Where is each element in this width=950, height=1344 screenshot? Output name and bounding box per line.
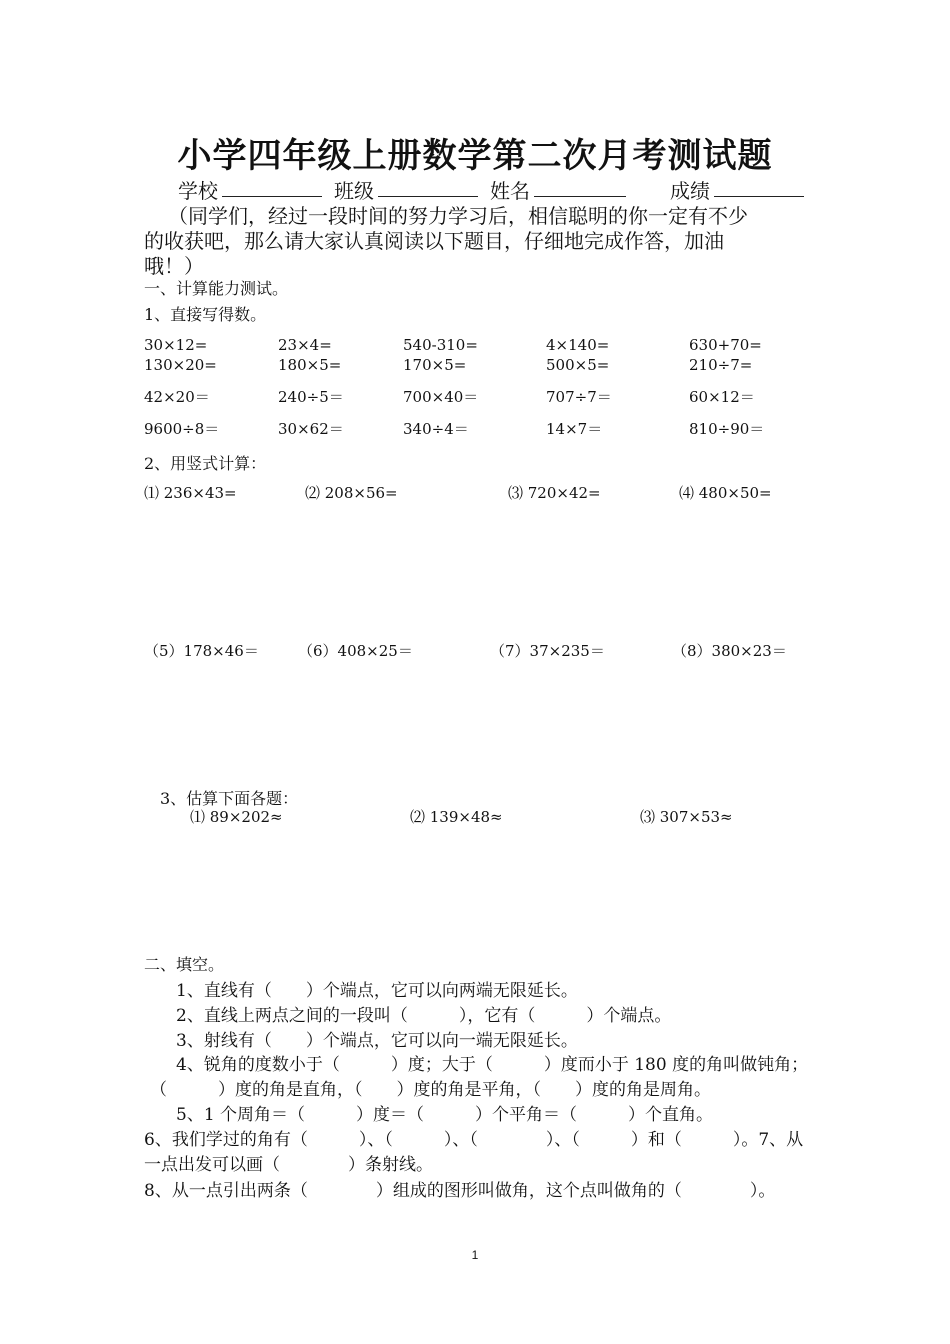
vertical-problem: ⑷ 480×50= [679,484,772,502]
problem: 500×5= [546,356,610,374]
intro-line: 哦！） [144,254,204,278]
estimate-problem: ⑴ 89×202≈ [190,808,283,826]
name-blank[interactable] [534,176,626,197]
vertical-problem: ⑶ 720×42= [508,484,601,502]
problem: 170×5= [403,356,467,374]
problem: 9600÷8＝ [144,420,220,438]
vertical-problem: （6）408×25＝ [298,642,413,660]
estimate-problem: ⑵ 139×48≈ [410,808,503,826]
q3-heading: 3、估算下面各题： [160,789,299,808]
fill-line: （ ）度的角是直角，（ ）度的角是平角，（ ）度的角是周角。 [150,1080,711,1100]
score-blank[interactable] [714,176,804,197]
problem: 30×62＝ [278,420,344,438]
vertical-problem: （7）37×235＝ [490,642,605,660]
fill-line: 2、直线上两点之间的一段叫（ ），它有（ ）个端点。 [176,1006,672,1026]
problem: 810÷90＝ [689,420,765,438]
problem: 130×20= [144,356,217,374]
score-label: 成绩 [670,179,710,203]
intro-line: 的收获吧，那么请大家认真阅读以下题目，仔细地完成作答，加油 [144,229,724,253]
fill-line: 6、我们学过的角有（ ）、（ ）、（ ）、（ ）和（ ）。7、从 [144,1130,804,1150]
problem: 340÷4＝ [403,420,469,438]
name-label: 姓名 [490,179,530,203]
school-blank[interactable] [222,176,322,197]
fill-line: 4、锐角的度数小于（ ）度；大于（ ）度而小于 180 度的角叫做钝角； [176,1055,809,1075]
vertical-problem: （5）178×46＝ [144,642,259,660]
vertical-problem: ⑴ 236×43= [144,484,237,502]
problem: 60×12＝ [689,388,755,406]
q2-heading: 2、用竖式计算： [144,454,267,473]
fill-line: 8、从一点引出两条（ ）组成的图形叫做角，这个点叫做角的（ ）。 [144,1181,776,1201]
problem: 540-310= [403,336,478,354]
class-blank[interactable] [378,176,478,197]
problem: 14×7＝ [546,420,603,438]
problem: 240÷5＝ [278,388,344,406]
school-label: 学校 [178,179,218,203]
section2-heading: 二、填空。 [144,955,225,974]
vertical-problem: （8）380×23＝ [672,642,787,660]
intro-line: （同学们，经过一段时间的努力学习后，相信聪明的你一定有不少 [168,204,748,228]
page-title: 小学四年级上册数学第二次月考测试题 [177,136,773,176]
fill-line: 1、直线有（ ）个端点，它可以向两端无限延长。 [176,981,578,1001]
section1-heading: 一、计算能力测试。 [144,279,289,298]
class-label: 班级 [334,179,374,203]
page-number: 1 [471,1248,479,1262]
estimate-problem: ⑶ 307×53≈ [640,808,733,826]
problem: 23×4= [278,336,332,354]
problem: 4×140= [546,336,610,354]
problem: 210÷7= [689,356,753,374]
q1-heading: 1、直接写得数。 [144,305,267,324]
problem: 707÷7＝ [546,388,612,406]
fill-line: 一点出发可以画（ ）条射线。 [144,1155,433,1175]
vertical-problem: ⑵ 208×56= [305,484,398,502]
problem: 42×20＝ [144,388,210,406]
fill-line: 5、1 个周角＝（ ）度＝（ ）个平角＝（ ）个直角。 [176,1105,714,1125]
problem: 700×40＝ [403,388,479,406]
fill-line: 3、射线有（ ）个端点，它可以向一端无限延长。 [176,1031,578,1051]
problem: 630+70= [689,336,762,354]
problem: 180×5= [278,356,342,374]
problem: 30×12= [144,336,208,354]
